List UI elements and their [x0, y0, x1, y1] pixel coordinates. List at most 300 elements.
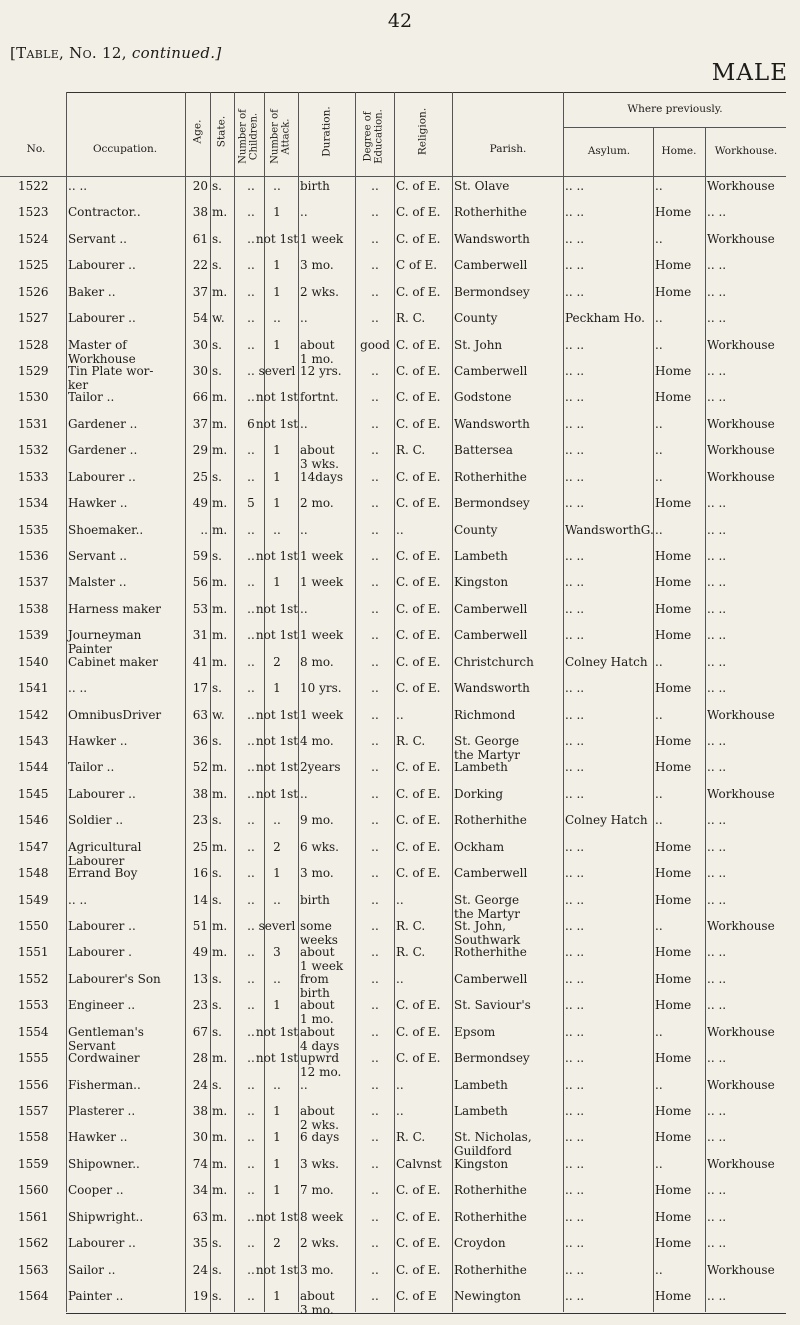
cell-home: ..	[655, 523, 663, 537]
cell-asylum: .. ..	[565, 1289, 585, 1303]
cell-education: good	[360, 338, 390, 352]
sex-heading: MALE	[711, 60, 788, 86]
header-education: Degree of Education.	[362, 109, 384, 164]
cell-duration: 8 week	[300, 1210, 344, 1224]
cell-occupation: Cooper ..	[68, 1183, 124, 1197]
cell-workhouse: .. ..	[707, 681, 727, 695]
cell-parish: Epsom	[454, 1025, 496, 1039]
cell-children: ..	[247, 338, 255, 352]
cell-asylum: .. ..	[565, 734, 585, 748]
cell-attack: 1	[273, 443, 281, 457]
cell-education: ..	[371, 205, 379, 219]
cell-parish: Rotherhithe	[454, 1263, 527, 1277]
cell-occupation: Fisherman..	[68, 1078, 141, 1092]
cell-age: 63	[192, 708, 208, 722]
cell-attack: 1	[273, 1157, 281, 1171]
cell-attack: not 1st	[255, 787, 299, 801]
cell-religion: C. of E.	[396, 787, 441, 801]
cell-state: s.	[212, 1025, 222, 1039]
cell-workhouse: .. ..	[707, 1183, 727, 1197]
cell-education: ..	[371, 258, 379, 272]
cell-state: s.	[212, 681, 222, 695]
cell-religion: C. of E.	[396, 760, 441, 774]
cell-duration: some weeks	[300, 919, 338, 947]
cell-home: ..	[655, 1157, 663, 1171]
cell-asylum: .. ..	[565, 1236, 585, 1250]
cell-religion: C. of E.	[396, 840, 441, 854]
cell-home: ..	[655, 1263, 663, 1277]
cell-asylum: .. ..	[565, 1078, 585, 1092]
cell-attack: ..	[273, 813, 281, 827]
cell-workhouse: .. ..	[707, 496, 727, 510]
cell-parish: Rotherhithe	[454, 470, 527, 484]
cell-state: s.	[212, 1263, 222, 1277]
cell-asylum: .. ..	[565, 205, 585, 219]
cell-home: Home	[655, 1130, 692, 1144]
cell-religion: C. of E.	[396, 1236, 441, 1250]
cell-duration: fortnt.	[300, 390, 339, 404]
cell-attack: 2	[273, 655, 281, 669]
cell-occupation: Hawker ..	[68, 1130, 128, 1144]
cell-duration: about 3 mo.	[300, 1289, 335, 1317]
cell-workhouse: .. ..	[707, 972, 727, 986]
cell-workhouse: .. ..	[707, 602, 727, 616]
cell-asylum: .. ..	[565, 443, 585, 457]
header-state: State.	[215, 115, 228, 148]
cell-religion: C. of E.	[396, 628, 441, 642]
cell-parish: Wandsworth	[454, 417, 530, 431]
cell-workhouse: .. ..	[707, 1104, 727, 1118]
cell-duration: ..	[300, 523, 308, 537]
cell-duration: about 1 mo.	[300, 338, 335, 366]
cell-workhouse: .. ..	[707, 258, 727, 272]
cell-duration: 7 mo.	[300, 1183, 334, 1197]
cell-attack: not 1st	[255, 734, 299, 748]
cell-state: s.	[212, 813, 222, 827]
cell-attack: not 1st	[255, 760, 299, 774]
cell-parish: Camberwell	[454, 364, 528, 378]
cell-education: ..	[371, 1025, 379, 1039]
cell-religion: C. of E.	[396, 813, 441, 827]
cell-occupation: Servant ..	[68, 232, 127, 246]
cell-attack: 1	[273, 998, 281, 1012]
cell-attack: 1	[273, 866, 281, 880]
cell-duration: about 3 wks.	[300, 443, 339, 471]
cell-age: 63	[192, 1210, 208, 1224]
cell-parish: Camberwell	[454, 628, 528, 642]
cell-workhouse: Workhouse	[707, 1263, 775, 1277]
cell-no: 1533	[18, 470, 49, 484]
cell-children: ..	[247, 1183, 255, 1197]
cell-no: 1562	[18, 1236, 49, 1250]
cell-workhouse: .. ..	[707, 760, 727, 774]
cell-no: 1550	[18, 919, 49, 933]
cell-education: ..	[371, 523, 379, 537]
cell-education: ..	[371, 998, 379, 1012]
cell-attack: not 1st	[255, 549, 299, 563]
cell-attack: 1	[273, 1289, 281, 1303]
cell-age: 49	[192, 945, 208, 959]
cell-children: ..	[247, 523, 255, 537]
cell-state: s.	[212, 1289, 222, 1303]
cell-duration: birth	[300, 893, 330, 907]
cell-state: m.	[212, 760, 228, 774]
cell-workhouse: Workhouse	[707, 179, 775, 193]
cell-no: 1560	[18, 1183, 49, 1197]
cell-asylum: .. ..	[565, 866, 585, 880]
cell-home: ..	[655, 1078, 663, 1092]
cell-state: m.	[212, 390, 228, 404]
cell-state: s.	[212, 179, 222, 193]
cell-children: ..	[247, 470, 255, 484]
cell-religion: ..	[396, 893, 404, 907]
cell-duration: ..	[300, 1078, 308, 1092]
cell-workhouse: .. ..	[707, 1289, 727, 1303]
cell-duration: ..	[300, 205, 308, 219]
cell-no: 1552	[18, 972, 49, 986]
cell-occupation: Gardener ..	[68, 417, 138, 431]
cell-age: 56	[192, 575, 208, 589]
cell-occupation: Labourer ..	[68, 1236, 136, 1250]
cell-duration: from birth	[300, 972, 330, 1000]
cell-home: ..	[655, 708, 663, 722]
cell-asylum: Peckham Ho.	[565, 311, 645, 325]
cell-state: s.	[212, 1078, 222, 1092]
cell-religion: C. of E.	[396, 1210, 441, 1224]
cell-attack: 1	[273, 1183, 281, 1197]
cell-religion: R. C.	[396, 919, 426, 933]
cell-attack: 1	[273, 1130, 281, 1144]
cell-parish: Kingston	[454, 1157, 509, 1171]
cell-education: ..	[371, 285, 379, 299]
cell-religion: C. of E.	[396, 602, 441, 616]
cell-state: m.	[212, 602, 228, 616]
cell-no: 1551	[18, 945, 49, 959]
cell-workhouse: .. ..	[707, 1130, 727, 1144]
cell-home: ..	[655, 813, 663, 827]
cell-attack: 2	[273, 840, 281, 854]
cell-age: 23	[192, 998, 208, 1012]
cell-occupation: Servant ..	[68, 549, 127, 563]
cell-children: ..	[247, 1157, 255, 1171]
cell-asylum: .. ..	[565, 708, 585, 722]
cell-religion: C. of E.	[396, 205, 441, 219]
cell-age: 59	[192, 549, 208, 563]
cell-home: Home	[655, 1104, 692, 1118]
cell-children: ..	[247, 1210, 255, 1224]
cell-parish: St. Olave	[454, 179, 510, 193]
cell-religion: C. of E.	[396, 179, 441, 193]
cell-education: ..	[371, 1183, 379, 1197]
cell-education: ..	[371, 232, 379, 246]
cell-attack: not 1st	[255, 390, 299, 404]
cell-parish: Lambeth	[454, 549, 508, 563]
cell-asylum: .. ..	[565, 919, 585, 933]
cell-workhouse: .. ..	[707, 998, 727, 1012]
cell-no: 1543	[18, 734, 49, 748]
cell-home: ..	[655, 655, 663, 669]
cell-no: 1545	[18, 787, 49, 801]
header-occupation: Occupation.	[92, 143, 158, 155]
cell-religion: C. of E.	[396, 390, 441, 404]
cell-children: ..	[247, 998, 255, 1012]
cell-age: 22	[192, 258, 208, 272]
cell-home: Home	[655, 205, 692, 219]
cell-no: 1526	[18, 285, 49, 299]
header-no: No.	[26, 143, 46, 155]
cell-home: Home	[655, 496, 692, 510]
cell-children: ..	[247, 390, 255, 404]
cell-home: Home	[655, 945, 692, 959]
cell-workhouse: .. ..	[707, 945, 727, 959]
cell-state: s.	[212, 734, 222, 748]
header-duration: Duration.	[320, 106, 333, 157]
cell-occupation: Sailor ..	[68, 1263, 116, 1277]
cell-attack: 2	[273, 1236, 281, 1250]
cell-education: ..	[371, 893, 379, 907]
cell-age: 51	[192, 919, 208, 933]
cell-duration: 3 mo.	[300, 866, 334, 880]
cell-asylum: Colney Hatch	[565, 813, 648, 827]
cell-occupation: Hawker ..	[68, 734, 128, 748]
cell-asylum: .. ..	[565, 840, 585, 854]
cell-home: Home	[655, 628, 692, 642]
cell-children: ..	[247, 232, 255, 246]
cell-no: 1544	[18, 760, 49, 774]
cell-occupation: Gentleman's Servant	[68, 1025, 144, 1053]
cell-religion: ..	[396, 523, 404, 537]
cell-home: Home	[655, 285, 692, 299]
cell-duration: ..	[300, 787, 308, 801]
cell-home: ..	[655, 232, 663, 246]
cell-occupation: .. ..	[68, 179, 88, 193]
cell-attack: severl	[258, 364, 296, 378]
cell-occupation: Shoemaker..	[68, 523, 144, 537]
cell-religion: C. of E.	[396, 655, 441, 669]
cell-duration: about 1 mo.	[300, 998, 335, 1026]
cell-attack: 1	[273, 1104, 281, 1118]
cell-education: ..	[371, 1051, 379, 1065]
cell-no: 1535	[18, 523, 49, 537]
cell-education: ..	[371, 1236, 379, 1250]
cell-parish: St. John, Southwark	[454, 919, 521, 947]
cell-asylum: .. ..	[565, 1025, 585, 1039]
cell-age: 30	[192, 364, 208, 378]
cell-state: s.	[212, 549, 222, 563]
cell-workhouse: Workhouse	[707, 417, 775, 431]
cell-children: 6	[247, 417, 255, 431]
cell-home: ..	[655, 919, 663, 933]
page-number: 42	[387, 10, 413, 32]
cell-home: ..	[655, 787, 663, 801]
cell-age: 38	[192, 205, 208, 219]
cell-religion: C. of E.	[396, 364, 441, 378]
cell-state: s.	[212, 1236, 222, 1250]
cell-state: m.	[212, 523, 228, 537]
cell-religion: Calvnst	[396, 1157, 442, 1171]
cell-religion: C. of E.	[396, 1263, 441, 1277]
cell-workhouse: .. ..	[707, 813, 727, 827]
cell-no: 1527	[18, 311, 49, 325]
cell-home: Home	[655, 364, 692, 378]
cell-workhouse: Workhouse	[707, 443, 775, 457]
cell-education: ..	[371, 443, 379, 457]
cell-no: 1523	[18, 205, 49, 219]
cell-education: ..	[371, 1078, 379, 1092]
cell-age: 35	[192, 1236, 208, 1250]
cell-duration: 3 mo.	[300, 258, 334, 272]
cell-education: ..	[371, 628, 379, 642]
cell-education: ..	[371, 1104, 379, 1118]
cell-asylum: .. ..	[565, 417, 585, 431]
cell-workhouse: .. ..	[707, 311, 727, 325]
cell-no: 1556	[18, 1078, 49, 1092]
cell-education: ..	[371, 840, 379, 854]
cell-children: ..	[247, 205, 255, 219]
caption-prefix: [Table, No. 12,	[10, 44, 127, 62]
cell-no: 1546	[18, 813, 49, 827]
cell-education: ..	[371, 179, 379, 193]
cell-religion: C. of E.	[396, 1025, 441, 1039]
cell-home: Home	[655, 1051, 692, 1065]
cell-religion: C. of E.	[396, 285, 441, 299]
cell-asylum: .. ..	[565, 1051, 585, 1065]
cell-education: ..	[371, 1130, 379, 1144]
cell-attack: 1	[273, 258, 281, 272]
cell-education: ..	[371, 417, 379, 431]
cell-parish: Lambeth	[454, 760, 508, 774]
cell-age: 37	[192, 417, 208, 431]
cell-asylum: .. ..	[565, 338, 585, 352]
cell-home: Home	[655, 602, 692, 616]
cell-workhouse: Workhouse	[707, 1025, 775, 1039]
cell-parish: Battersea	[454, 443, 513, 457]
cell-children: ..	[247, 787, 255, 801]
cell-duration: about 2 wks.	[300, 1104, 339, 1132]
cell-state: m.	[212, 496, 228, 510]
cell-workhouse: Workhouse	[707, 1078, 775, 1092]
cell-children: ..	[247, 760, 255, 774]
cell-parish: Bermondsey	[454, 496, 530, 510]
cell-parish: Lambeth	[454, 1104, 508, 1118]
cell-duration: ..	[300, 311, 308, 325]
cell-occupation: Hawker ..	[68, 496, 128, 510]
cell-age: 34	[192, 1183, 208, 1197]
cell-home: Home	[655, 258, 692, 272]
cell-duration: 1 week	[300, 628, 344, 642]
cell-duration: 1 week	[300, 708, 344, 722]
cell-education: ..	[371, 866, 379, 880]
cell-workhouse: Workhouse	[707, 338, 775, 352]
cell-education: ..	[371, 919, 379, 933]
cell-religion: C. of E.	[396, 1051, 441, 1065]
cell-home: Home	[655, 998, 692, 1012]
cell-religion: R. C.	[396, 443, 426, 457]
cell-occupation: Labourer ..	[68, 919, 136, 933]
cell-attack: not 1st	[255, 708, 299, 722]
cell-occupation: Baker ..	[68, 285, 116, 299]
cell-duration: 2 mo.	[300, 496, 334, 510]
cell-workhouse: .. ..	[707, 866, 727, 880]
cell-occupation: Labourer ..	[68, 470, 136, 484]
cell-attack: ..	[273, 972, 281, 986]
cell-duration: 12 yrs.	[300, 364, 342, 378]
cell-occupation: Errand Boy	[68, 866, 138, 880]
cell-asylum: .. ..	[565, 1130, 585, 1144]
cell-education: ..	[371, 602, 379, 616]
cell-age: 61	[192, 232, 208, 246]
cell-asylum: .. ..	[565, 232, 585, 246]
cell-home: Home	[655, 390, 692, 404]
cell-asylum: .. ..	[565, 893, 585, 907]
cell-no: 1561	[18, 1210, 49, 1224]
cell-state: s.	[212, 998, 222, 1012]
cell-attack: 1	[273, 285, 281, 299]
cell-occupation: Agricultural Labourer	[68, 840, 142, 868]
cell-home: Home	[655, 972, 692, 986]
cell-age: 66	[192, 390, 208, 404]
cell-religion: C. of E.	[396, 1183, 441, 1197]
cell-religion: C. of E.	[396, 549, 441, 563]
cell-education: ..	[371, 496, 379, 510]
cell-state: m.	[212, 1104, 228, 1118]
header-where-previously: Where previously.	[627, 103, 723, 115]
cell-duration: 1 week	[300, 549, 344, 563]
cell-education: ..	[371, 1289, 379, 1303]
cell-no: 1554	[18, 1025, 49, 1039]
header-age: Age.	[191, 119, 204, 144]
cell-parish: Camberwell	[454, 972, 528, 986]
cell-parish: Bermondsey	[454, 1051, 530, 1065]
cell-children: ..	[247, 1025, 255, 1039]
cell-asylum: .. ..	[565, 1104, 585, 1118]
cell-children: ..	[247, 285, 255, 299]
cell-workhouse: Workhouse	[707, 470, 775, 484]
cell-asylum: .. ..	[565, 998, 585, 1012]
cell-duration: 2years	[300, 760, 341, 774]
cell-home: Home	[655, 1183, 692, 1197]
cell-parish: Rotherhithe	[454, 813, 527, 827]
cell-workhouse: Workhouse	[707, 919, 775, 933]
cell-attack: not 1st	[255, 232, 299, 246]
cell-home: Home	[655, 549, 692, 563]
cell-state: m.	[212, 1051, 228, 1065]
cell-occupation: Painter ..	[68, 1289, 124, 1303]
cell-asylum: .. ..	[565, 681, 585, 695]
cell-education: ..	[371, 575, 379, 589]
cell-age: 67	[192, 1025, 208, 1039]
cell-parish: St. George the Martyr	[454, 893, 520, 921]
cell-children: ..	[247, 628, 255, 642]
cell-religion: C. of E.	[396, 338, 441, 352]
cell-no: 1530	[18, 390, 49, 404]
cell-age: 28	[192, 1051, 208, 1065]
caption-suffix: continued.]	[131, 44, 222, 62]
cell-attack: 1	[273, 205, 281, 219]
cell-religion: R. C.	[396, 734, 426, 748]
cell-home: Home	[655, 866, 692, 880]
cell-attack: not 1st	[255, 1210, 299, 1224]
cell-occupation: Tailor ..	[68, 390, 115, 404]
cell-no: 1541	[18, 681, 49, 695]
cell-parish: County	[454, 523, 498, 537]
cell-state: s.	[212, 338, 222, 352]
cell-education: ..	[371, 470, 379, 484]
cell-children: ..	[247, 311, 255, 325]
cell-children: ..	[247, 1051, 255, 1065]
cell-home: Home	[655, 681, 692, 695]
cell-no: 1522	[18, 179, 49, 193]
